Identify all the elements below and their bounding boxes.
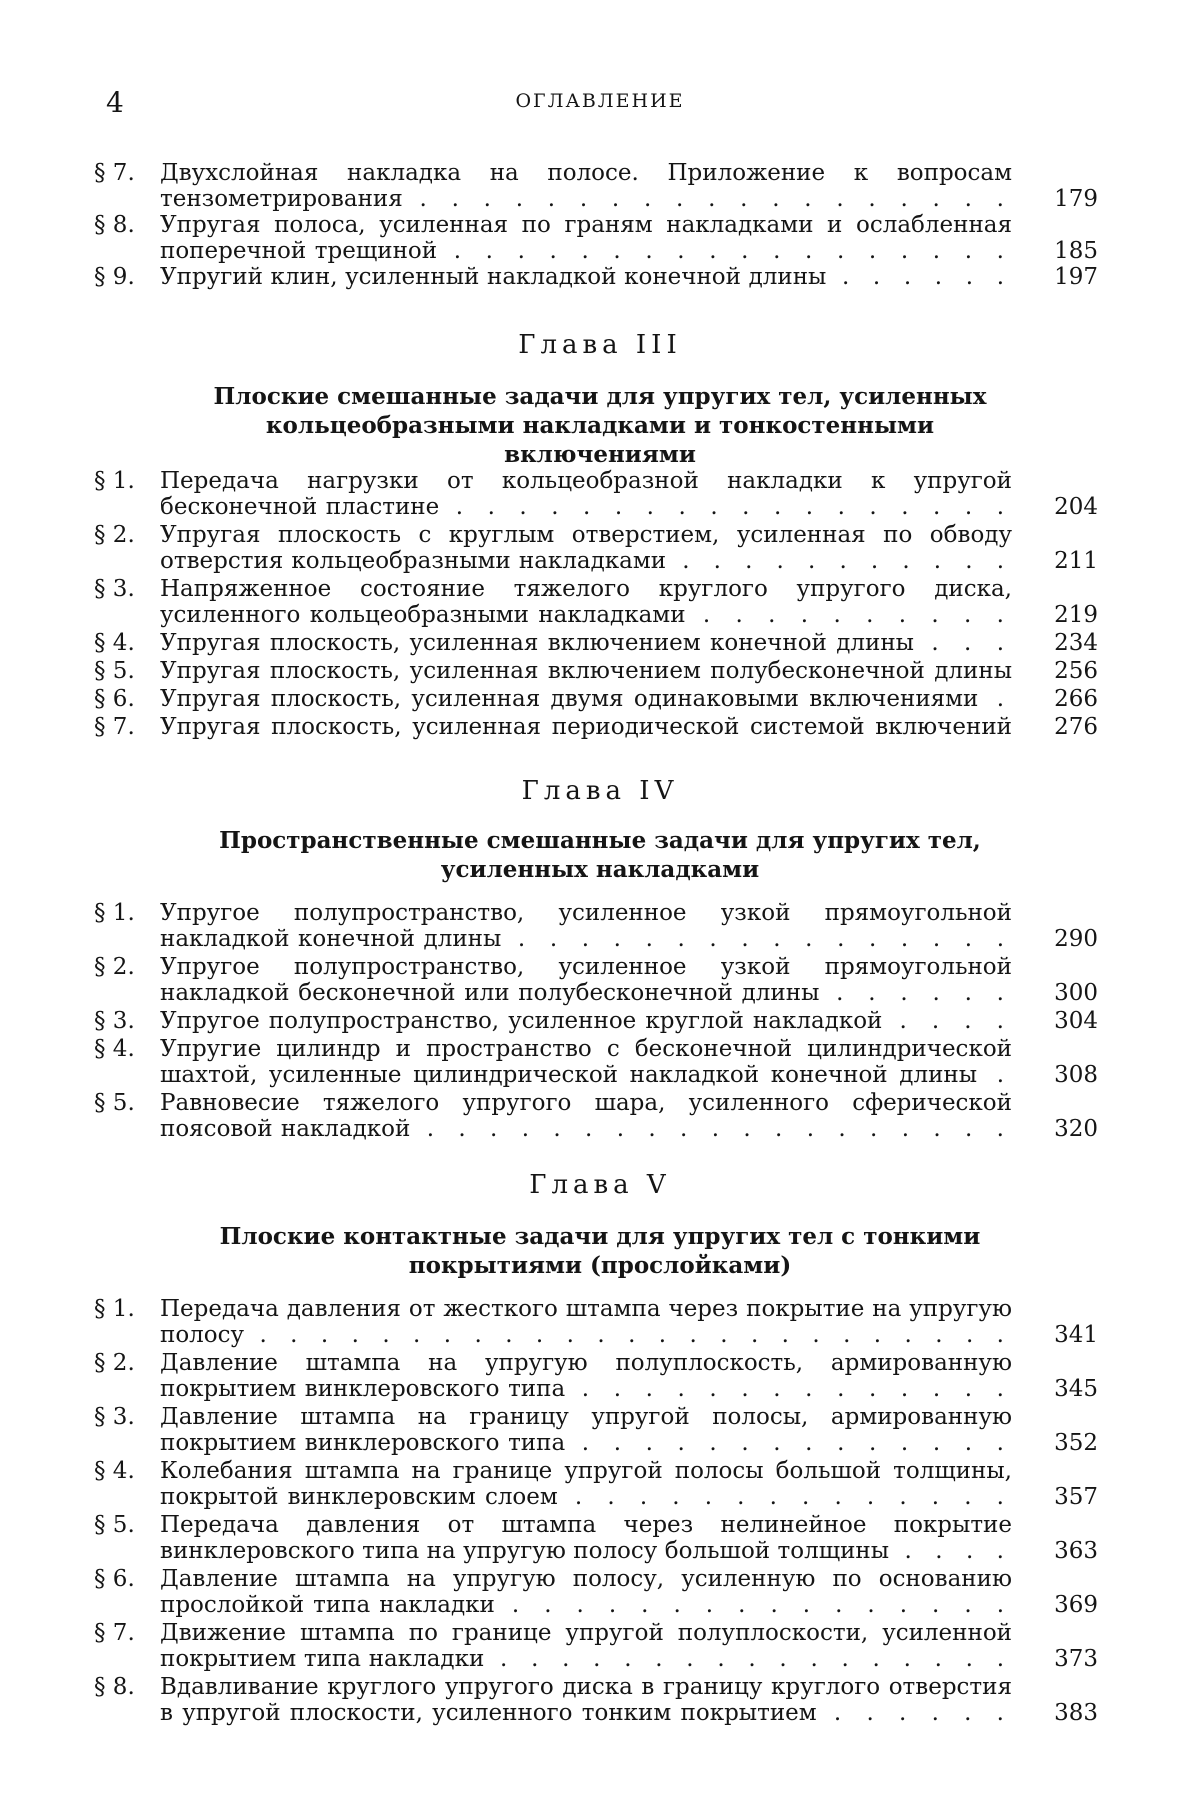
page-number: 4 — [106, 86, 124, 119]
dot-leader: . . . . . . . . . . . . . . . . . . — [455, 494, 1012, 520]
entry-title: Колебания штампа на границе упругой полосы большой толщины, покрытой винклеровским слоем . . . . . . . . . . . . . . — [160, 1458, 1012, 1510]
entry-title: Упругое полупространство, усиленное узкой прямоугольной накладкой конечной длины . . . . . . . . . . . . . . . . — [160, 900, 1012, 952]
chapter-title: Пространственные смешанные задачи для упругих тел, усиленных накладками — [219, 827, 981, 883]
entry-page: 300 — [1054, 980, 1098, 1006]
entry-page: 290 — [1054, 926, 1098, 952]
section-number: § 7. — [94, 160, 135, 186]
entry-title: Вдавливание круглого упругого диска в границу круглого отверстия в упругой плоскости, усиленного тонким покрытием . . . . . . — [160, 1674, 1012, 1726]
running-title: ОГЛАВЛЕНИЕ — [515, 90, 685, 112]
entry-title: Упругое полупространство, усиленное круглой накладкой . . . . — [160, 1008, 1012, 1034]
dot-leader: . . . . . . . . . . . . . . — [581, 1430, 1012, 1456]
dot-leader: . . . . . . — [833, 1700, 1012, 1726]
chapter-title: Плоские контактные задачи для упругих тел с тонкими покрытиями (прослойками) — [219, 1223, 981, 1279]
entry-page: 211 — [1054, 548, 1098, 574]
section-number: § 5. — [94, 658, 135, 684]
entry-title: Движение штампа по границе упругой полуплоскости, усиленной покрытием типа накладки . . . . . . . . . . . . . . . . . — [160, 1620, 1012, 1672]
page-header — [0, 86, 1200, 126]
dot-leader: . . . . . . . . . . . . . . . . . . . — [419, 186, 1012, 212]
entry-title: Передача давления от жесткого штампа через покрытие на упругую полосу . . . . . . . . . . . . . . . . . . . . . . . . . — [160, 1296, 1012, 1348]
entry-page: 345 — [1054, 1376, 1098, 1402]
entry-page: 352 — [1054, 1430, 1098, 1456]
entry-title: Передача нагрузки от кольцеобразной накладки к упругой бесконечной пластине . . . . . . . . . . . . . . . . . . — [160, 468, 1012, 520]
entry-title: Упругое полупространство, усиленное узкой прямоугольной накладкой бесконечной или полубесконечной длины . . . . . . — [160, 954, 1012, 1006]
entry-page: 276 — [1054, 714, 1098, 740]
section-number: § 6. — [94, 1566, 135, 1592]
section-number: § 5. — [94, 1090, 135, 1116]
section-number: § 7. — [94, 714, 135, 740]
entry-page: 373 — [1054, 1646, 1098, 1672]
section-number: § 3. — [94, 1008, 135, 1034]
section-number: § 2. — [94, 954, 135, 980]
entry-page: 304 — [1054, 1008, 1098, 1034]
section-number: § 2. — [94, 1350, 135, 1376]
section-number: § 1. — [94, 468, 135, 494]
dot-leader: . . . . . . . . . . . . . . . . — [517, 926, 1012, 952]
entry-page: 204 — [1054, 494, 1098, 520]
entry-title: Передача давления от штампа через нелинейное покрытие винклеровского типа на упругую полосу большой толщины . . . . — [160, 1512, 1012, 1564]
dot-leader: . — [996, 1062, 1012, 1088]
entry-page: 363 — [1054, 1538, 1098, 1564]
entry-page: 383 — [1054, 1700, 1098, 1726]
entry-page: 179 — [1054, 186, 1098, 212]
section-number: § 8. — [94, 1674, 135, 1700]
entry-title: Упругая плоскость, усиленная включением конечной длины . . . — [160, 630, 1012, 656]
chapter-title: Плоские смешанные задачи для упругих тел, усиленных кольцеобразными накладками и тонкостенными включениями — [213, 383, 987, 468]
section-number: § 7. — [94, 1620, 135, 1646]
entry-page: 320 — [1054, 1116, 1098, 1142]
dot-leader: . . . . — [899, 1008, 1012, 1034]
section-number: § 1. — [94, 900, 135, 926]
dot-leader: . . . . . . . . . . . . . . . . . . . — [426, 1116, 1012, 1142]
entry-title: Упругие цилиндр и пространство с бесконечной цилиндрической шахтой, усиленные цилиндрической накладкой конечной длины . — [160, 1036, 1012, 1088]
entry-title: Давление штампа на упругую полуплоскость, армированную покрытием винклеровского типа . . . . . . . . . . . . . . — [160, 1350, 1012, 1402]
entry-title: Упругая плоскость, усиленная двумя одинаковыми включениями . — [160, 686, 1012, 712]
entry-title: Упругая плоскость, усиленная периодической системой включений — [160, 714, 1012, 740]
section-number: § 4. — [94, 630, 135, 656]
entry-page: 219 — [1054, 602, 1098, 628]
dot-leader: . . . . . . . . . . — [702, 602, 1012, 628]
dot-leader: . . . . . . . . . . . . . . . . . . — [453, 238, 1012, 264]
chapter-label: Глава III — [518, 330, 682, 360]
entry-page: 357 — [1054, 1484, 1098, 1510]
entry-page: 185 — [1054, 238, 1098, 264]
entry-title: Равновесие тяжелого упругого шара, усиленного сферической поясовой накладкой . . . . . . . . . . . . . . . . . . . — [160, 1090, 1012, 1142]
section-number: § 8. — [94, 212, 135, 238]
entry-title: Упругая плоскость с круглым отверстием, усиленная по обводу отверстия кольцеобразными накладками . . . . . . . . . . . — [160, 522, 1012, 574]
entry-title: Давление штампа на границу упругой полосы, армированную покрытием винклеровского типа . . . . . . . . . . . . . . — [160, 1404, 1012, 1456]
section-number: § 5. — [94, 1512, 135, 1538]
dot-leader: . . . . . . . . . . . . . . . . — [511, 1592, 1012, 1618]
entry-title: Упругий клин, усиленный накладкой конечной длины . . . . . . — [160, 264, 1012, 290]
entry-page: 308 — [1054, 1062, 1098, 1088]
dot-leader: . . . . . . . . . . . . . . . . . . . . . . . . . — [259, 1322, 1012, 1348]
chapter-label: Глава V — [529, 1170, 671, 1200]
entry-page: 197 — [1054, 264, 1098, 290]
section-number: § 3. — [94, 576, 135, 602]
entry-page: 266 — [1054, 686, 1098, 712]
dot-leader: . . . . . . . . . . . . . . — [581, 1376, 1012, 1402]
dot-leader: . — [996, 686, 1012, 712]
dot-leader: . . . . — [904, 1538, 1012, 1564]
entry-page: 256 — [1054, 658, 1098, 684]
section-number: § 3. — [94, 1404, 135, 1430]
dot-leader: . . . . . . — [836, 980, 1012, 1006]
entry-title: Упругая полоса, усиленная по граням накладками и ослабленная поперечной трещиной . . . . . . . . . . . . . . . . . . — [160, 212, 1012, 264]
section-number: § 2. — [94, 522, 135, 548]
entry-title: Давление штампа на упругую полосу, усиленную по основанию прослойкой типа накладки . . . . . . . . . . . . . . . . — [160, 1566, 1012, 1618]
entry-title: Двухслойная накладка на полосе. Приложение к вопросам тензометрирования . . . . . . . . . . . . . . . . . . . — [160, 160, 1012, 212]
dot-leader: . . . . . . . . . . . . . . — [574, 1484, 1012, 1510]
section-number: § 1. — [94, 1296, 135, 1322]
dot-leader: . . . — [931, 630, 1012, 656]
dot-leader: . . . . . . . . . . . — [682, 548, 1012, 574]
section-number: § 9. — [94, 264, 135, 290]
chapter-label: Глава IV — [521, 776, 679, 806]
entry-page: 369 — [1054, 1592, 1098, 1618]
entry-title: Напряженное состояние тяжелого круглого упругого диска, усиленного кольцеобразными накладками . . . . . . . . . . — [160, 576, 1012, 628]
entry-page: 234 — [1054, 630, 1098, 656]
section-number: § 4. — [94, 1036, 135, 1062]
section-number: § 6. — [94, 686, 135, 712]
entry-page: 341 — [1054, 1322, 1098, 1348]
entry-title: Упругая плоскость, усиленная включением полубесконечной длины — [160, 658, 1012, 684]
dot-leader: . . . . . . . . . . . . . . . . . — [500, 1646, 1012, 1672]
section-number: § 4. — [94, 1458, 135, 1484]
dot-leader: . . . . . . — [841, 264, 1012, 290]
